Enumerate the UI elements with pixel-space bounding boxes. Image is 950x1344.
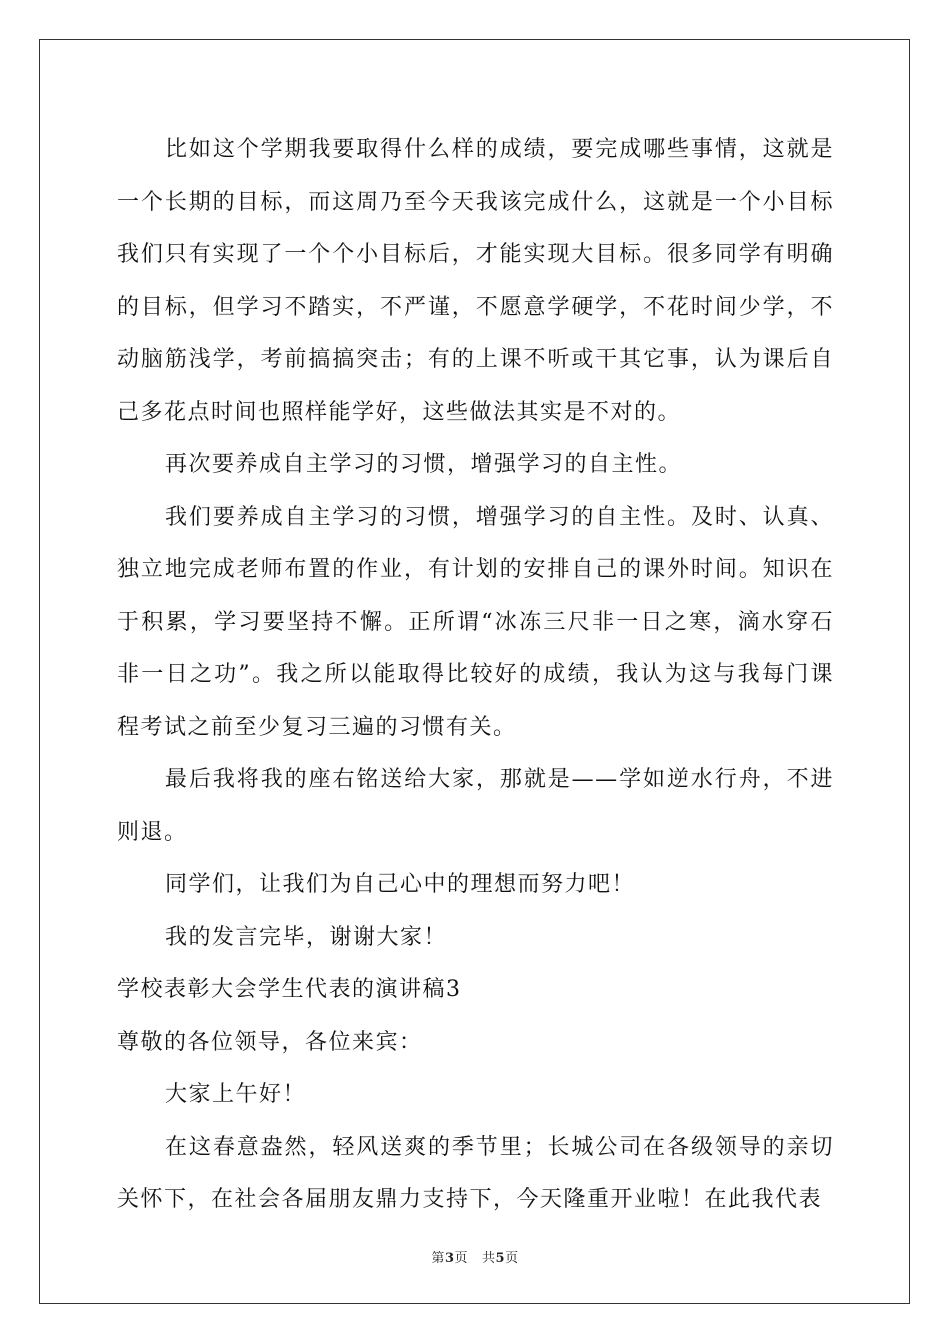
section-title: 学校表彰大会学生代表的演讲稿3	[117, 977, 462, 1002]
paragraph-motto: 最后我将我的座右铭送给大家，那就是——学如逆水行舟，不进则退。	[117, 767, 834, 845]
salutation: 尊敬的各位领导，各位来宾：	[117, 1029, 423, 1055]
paragraph-habit-body: 我们要养成自主学习的习惯，增强学习的自主性。及时、认真、独立地完成老师布置的作业，有计划的安排自己的课外时间。知识在于积累，学习要坚持不懈。正所谓“冰冻三尺非一日之寒，滴水穿石非一日之功”。我之所以能取得比较好的成绩，我认为这与我每门课程考试之前至少复习三遍的习惯有关。	[117, 504, 834, 740]
document-body	[117, 124, 834, 1227]
greeting: 大家上午好！	[165, 1082, 307, 1107]
page-prefix: 第	[431, 1251, 445, 1266]
page-footer	[0, 1247, 950, 1266]
paragraph-encouragement: 同学们，让我们为自己心中的理想而努力吧！	[165, 872, 636, 897]
paragraph-goals: 比如这个学期我要取得什么样的成绩，要完成哪些事情，这就是一个长期的目标，而这周乃至今天我该完成什么，这就是一个小目标我们只有实现了一个个小目标后，才能实现大目标。很多同学有明确的目标，但学习不踏实，不严谨，不愿意学硬学，不花时间少学，不动脑筋浅学，考前搞搞突击；有的上课不听或干其它事，认为课后自己多花点时间也照样能学好，这些做法其实是不对的。	[117, 137, 834, 425]
page-suffix: 页	[454, 1251, 468, 1266]
page-total: 5	[495, 1251, 506, 1266]
page-current: 3	[444, 1251, 455, 1266]
paragraph-habit-heading: 再次要养成自主学习的习惯，增强学习的自主性。	[165, 452, 683, 477]
total-suffix: 页	[505, 1251, 519, 1266]
paragraph-opening: 在这春意盎然，轻风送爽的季节里；长城公司在各级领导的亲切关怀下，在社会各届朋友鼎力支持下，今天隆重开业啦！在此我代表	[117, 1134, 834, 1212]
total-prefix: 共	[482, 1251, 496, 1266]
paragraph-closing: 我的发言完毕，谢谢大家！	[165, 924, 448, 950]
